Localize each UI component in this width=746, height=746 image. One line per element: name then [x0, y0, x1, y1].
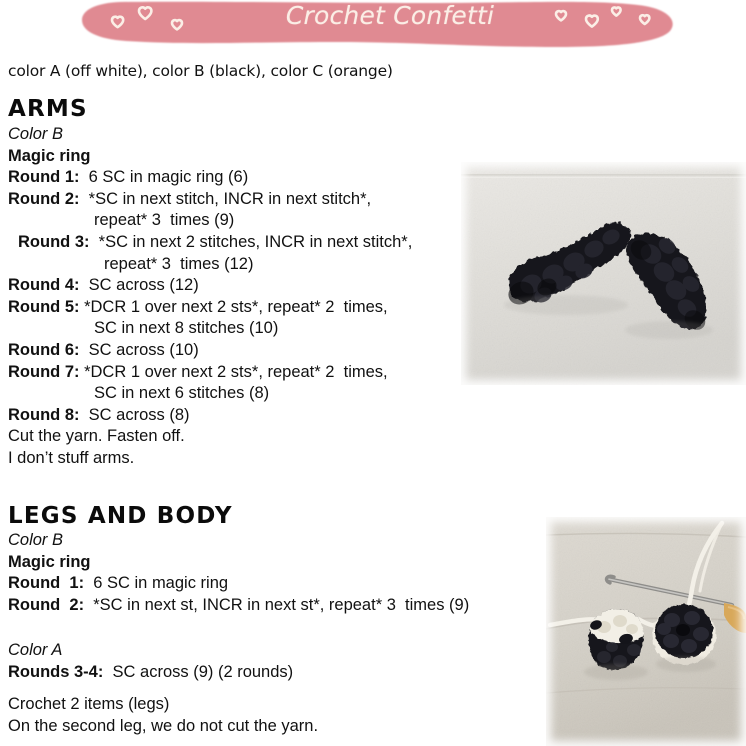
round-label: Round 3: [18, 232, 90, 251]
instruction-line: Color B [8, 125, 64, 143]
round-text: *SC in next st, INCR in next st*, repeat* 3 times (9) [84, 595, 470, 614]
materials-colors-line: color A (off white), color B (black), color C (orange) [8, 62, 393, 80]
instruction-line: I don’t stuff arms. [8, 448, 135, 467]
round-text: 6 SC in magic ring [84, 574, 229, 593]
header-banner [0, 0, 746, 56]
round-label: Rounds 3-4: [8, 662, 104, 681]
instruction-line [8, 232, 460, 275]
round-label: Round 1: [8, 168, 80, 187]
round-text: *SC in next 2 stitches, INCR in next stitch*, [89, 232, 413, 251]
round-text: SC across (8) [79, 405, 190, 424]
round-label: Round 5: [8, 297, 80, 316]
section-heading-arms: ARMS [8, 96, 88, 122]
instruction-line: Color B [8, 531, 64, 549]
instruction-line [8, 662, 548, 684]
section-heading-legs-and-body: LEGS AND BODY [8, 503, 233, 529]
round-text-continued: repeat* 3 times (12) [104, 254, 254, 273]
instruction-line: Crochet 2 items (legs) [8, 695, 170, 714]
round-text-continued: SC in next 8 stitches (10) [94, 319, 279, 338]
round-label: Round 8: [8, 405, 80, 424]
photo-crocheted-arms [461, 162, 746, 385]
round-text: SC across (9) (2 rounds) [103, 662, 294, 681]
round-text: *DCR 1 over next 2 sts*, repeat* 2 times, [79, 362, 388, 381]
arms-instructions [8, 124, 460, 470]
round-label: Round 7: [8, 362, 80, 381]
instruction-line [8, 405, 460, 427]
instruction-line: Magic ring [8, 146, 91, 165]
instruction-line: Color A [8, 641, 63, 659]
instruction-line [8, 275, 460, 297]
instruction-line [8, 340, 460, 362]
instruction-line: On the second leg, we do not cut the yarn. [8, 716, 319, 735]
paragraph-spacer [8, 683, 548, 694]
instruction-line: Magic ring [8, 552, 91, 571]
photo-crocheted-legs [546, 517, 746, 746]
round-label: Round 6: [8, 340, 80, 359]
instruction-line [8, 189, 460, 232]
round-text: *DCR 1 over next 2 sts*, repeat* 2 times, [79, 297, 388, 316]
instruction-line [8, 167, 460, 189]
legs-instructions [8, 530, 548, 616]
round-label: Round 4: [8, 276, 80, 295]
instruction-line [8, 573, 548, 595]
round-text: SC across (10) [79, 340, 199, 359]
photo-arms-image [461, 162, 746, 385]
round-text: 6 SC in magic ring (6) [79, 168, 249, 187]
instruction-line: Cut the yarn. Fasten off. [8, 427, 185, 446]
instruction-line [8, 297, 460, 340]
round-text-continued: repeat* 3 times (9) [94, 211, 235, 230]
round-label: Round 1: [8, 574, 85, 593]
instruction-line [8, 362, 460, 405]
round-text: SC across (12) [79, 276, 199, 295]
page-title: Crochet Confetti [285, 1, 495, 30]
round-text-continued: SC in next 6 stitches (8) [94, 384, 270, 403]
round-label: Round 2: [8, 595, 85, 614]
round-text: *SC in next stitch, INCR in next stitch*, [79, 189, 372, 208]
round-label: Round 2: [8, 189, 80, 208]
instruction-line [8, 595, 548, 617]
photo-legs-image [546, 517, 746, 746]
legs-instructions-color-a [8, 640, 548, 737]
